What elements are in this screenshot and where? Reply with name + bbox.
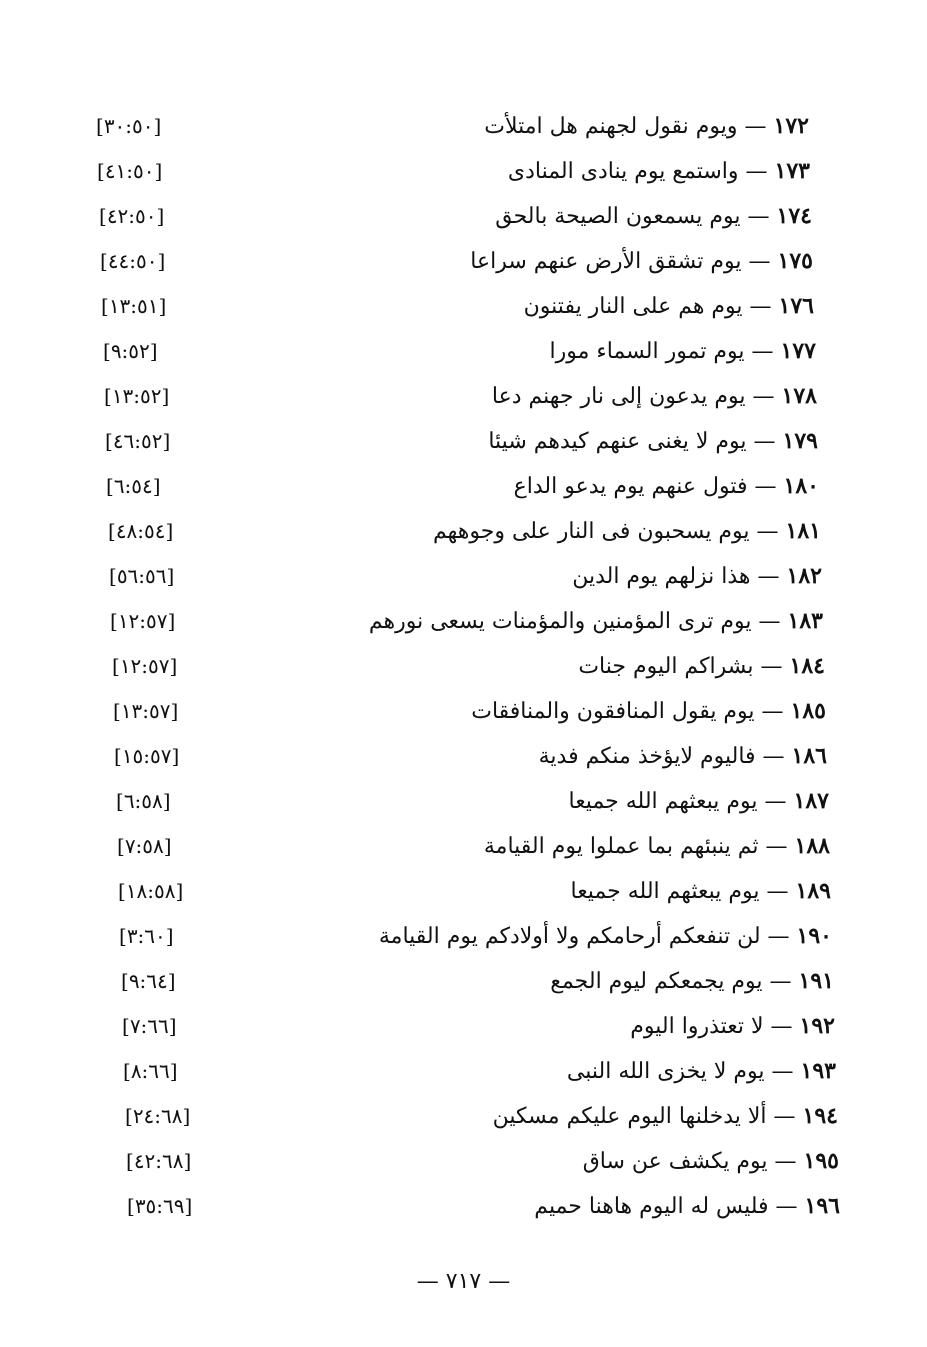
entry-dash: —: [767, 1149, 804, 1174]
entry-number: ١٩٤: [802, 1103, 838, 1129]
verse-text: [567, 1049, 836, 1094]
entry-dash: —: [737, 114, 774, 139]
verse-reference: [٣٠:٥٠]: [96, 114, 162, 138]
verse-reference: [٩:٦٤]: [121, 969, 176, 993]
verse-reference: [٦:٥٤]: [106, 474, 161, 498]
verse-reference: [١٢:٥٧]: [112, 654, 178, 678]
verse-entry: [0, 1004, 927, 1048]
entry-number: ١٩٠: [796, 923, 832, 949]
verse-phrase: فاليوم لايؤخذ منكم فدية: [538, 744, 756, 769]
entry-dash: —: [740, 204, 777, 229]
verse-reference: [٨:٦٦]: [123, 1059, 178, 1083]
verse-phrase: يوم يكشف عن ساق: [582, 1149, 768, 1174]
verse-text: [493, 1094, 838, 1139]
entry-number: ١٨٦: [791, 743, 827, 769]
entry-dash: —: [758, 834, 795, 859]
entry-number: ١٧٤: [776, 203, 812, 229]
verse-text: [484, 824, 830, 869]
verse-entry: [0, 1049, 927, 1093]
verse-reference: [٤٦:٥٢]: [105, 429, 171, 453]
verse-phrase: يوم يقول المنافقون والمنافقات: [471, 699, 755, 724]
verse-text: [379, 914, 832, 959]
verse-text: [550, 959, 834, 1004]
verse-reference: [١٥:٥٧]: [114, 744, 180, 768]
entry-dash: —: [741, 249, 778, 274]
verse-entry: [0, 284, 927, 328]
verse-phrase: بشراكم اليوم جنات: [578, 654, 754, 679]
verse-text: [492, 374, 817, 419]
verse-entry: [0, 509, 927, 553]
entry-number: ١٨٣: [787, 608, 823, 634]
verse-phrase: ويوم نقول لجهنم هل امتلأت: [484, 114, 738, 139]
verse-entry: [0, 149, 927, 193]
verse-entry: [0, 644, 927, 688]
entry-dash: —: [751, 609, 788, 634]
verse-entry: [0, 824, 927, 868]
verse-reference: [٧:٥٨]: [117, 834, 172, 858]
entry-number: ١٩٢: [799, 1013, 835, 1039]
verse-reference: [٤٢:٦٨]: [126, 1149, 192, 1173]
verse-entry: [0, 599, 927, 643]
entry-dash: —: [755, 744, 792, 769]
verse-text: [524, 284, 814, 329]
verse-text: [534, 1184, 840, 1229]
verse-reference: [١٣:٥٧]: [113, 699, 179, 723]
entry-number: ١٧٨: [781, 383, 817, 409]
verse-entry: [0, 869, 927, 913]
verse-reference: [١٣:٥٢]: [104, 384, 170, 408]
verse-entry: [0, 329, 927, 373]
verse-entry: [0, 104, 927, 148]
entry-number: ١٩٦: [804, 1193, 840, 1219]
entry-number: ١٩١: [798, 968, 834, 994]
verse-reference: [٩:٥٢]: [103, 339, 158, 363]
verse-text: [630, 1004, 835, 1049]
entry-number: ١٧٢: [773, 113, 809, 139]
entry-dash: —: [742, 294, 779, 319]
verse-entry: [0, 1184, 927, 1228]
verse-phrase: لا تعتذروا اليوم: [630, 1014, 764, 1039]
entry-number: ١٨٧: [793, 788, 829, 814]
verse-text: [484, 104, 809, 149]
verse-phrase: يوم هم على النار يفتنون: [523, 294, 743, 319]
verse-text: [578, 644, 825, 689]
verse-phrase: يوم ترى المؤمنين والمؤمنات يسعى نورهم: [368, 609, 752, 634]
verse-entry: [0, 734, 927, 778]
verse-entry: [0, 554, 927, 598]
entry-dash: —: [754, 699, 791, 724]
entry-dash: —: [766, 1104, 803, 1129]
entry-dash: —: [757, 789, 794, 814]
entry-number: ١٨٢: [786, 563, 822, 589]
entry-number: ١٨٤: [789, 653, 825, 679]
verse-phrase: يوم لا يخزى الله النبى: [566, 1059, 765, 1084]
verse-text: [583, 1139, 839, 1184]
verse-entry: [0, 464, 927, 508]
verse-reference: [٤٤:٥٠]: [100, 249, 166, 273]
verse-entry: [0, 1094, 927, 1138]
entry-number: ١٧٧: [780, 338, 816, 364]
verse-text: [550, 329, 816, 374]
verse-entry: [0, 419, 927, 463]
verse-phrase: ألا يدخلنها اليوم عليكم مسكين: [492, 1104, 767, 1129]
verse-entry: [0, 239, 927, 283]
entry-dash: —: [759, 879, 796, 904]
entry-dash: —: [738, 159, 775, 184]
verse-phrase: يوم لا يغنى عنهم كيدهم شيئا: [488, 429, 747, 454]
verse-reference: [١٨:٥٨]: [118, 879, 184, 903]
verse-text: [433, 509, 821, 554]
verse-reference: [٣:٦٠]: [119, 924, 174, 948]
verse-entry: [0, 959, 927, 1003]
verse-phrase: يوم تشقق الأرض عنهم سراعا: [470, 249, 742, 274]
verse-text: [572, 554, 822, 599]
page-number: — ٧١٧ —: [416, 1269, 511, 1294]
verse-text: [508, 149, 810, 194]
entry-number: ١٧٦: [778, 293, 814, 319]
entry-number: ١٩٥: [803, 1148, 839, 1174]
entry-dash: —: [762, 969, 799, 994]
verse-text: [568, 779, 829, 824]
entry-dash: —: [749, 519, 786, 544]
verse-phrase: يوم يسمعون الصيحة بالحق: [495, 204, 741, 229]
verse-text: [488, 419, 818, 464]
verse-text: [495, 194, 812, 239]
verse-reference: [٤٨:٥٤]: [108, 519, 174, 543]
entry-dash: —: [744, 339, 781, 364]
entry-dash: —: [745, 384, 782, 409]
verse-phrase: يوم يدعون إلى نار جهنم دعا: [491, 384, 746, 409]
verse-entry: [0, 914, 927, 958]
entry-number: ١٨٨: [794, 833, 830, 859]
verse-phrase: يوم يبعثهم الله جميعا: [570, 879, 760, 904]
verse-reference: [٢٤:٦٨]: [125, 1104, 191, 1128]
entry-number: ١٨١: [785, 518, 821, 544]
verse-entry: [0, 779, 927, 823]
verse-reference: [٧:٦٦]: [122, 1014, 177, 1038]
entry-dash: —: [747, 474, 784, 499]
entry-dash: —: [753, 654, 790, 679]
verse-phrase: واستمع يوم ينادى المنادى: [507, 159, 739, 184]
entry-number: ١٨٥: [790, 698, 826, 724]
verse-entry: [0, 1139, 927, 1183]
verse-text: [470, 239, 813, 284]
entry-dash: —: [768, 1194, 805, 1219]
entry-dash: —: [760, 924, 797, 949]
verse-reference: [٥٦:٥٦]: [109, 564, 175, 588]
verse-text: [514, 464, 819, 509]
verse-phrase: فليس له اليوم هاهنا حميم: [534, 1194, 769, 1219]
entry-number: ١٧٣: [774, 158, 810, 184]
verse-phrase: فتول عنهم يوم يدعو الداع: [513, 474, 748, 499]
verse-text: [471, 689, 826, 734]
verse-reference: [١٢:٥٧]: [110, 609, 176, 633]
verse-phrase: ثم ينبئهم بما عملوا يوم القيامة: [483, 834, 759, 859]
verse-reference: [٤١:٥٠]: [97, 159, 163, 183]
verse-reference: [٣٥:٦٩]: [127, 1194, 193, 1218]
verse-phrase: يوم يبعثهم الله جميعا: [568, 789, 758, 814]
verse-text: [570, 869, 831, 914]
entry-number: ١٩٣: [800, 1058, 836, 1084]
verse-entry: [0, 374, 927, 418]
verse-phrase: لن تنفعكم أرحامكم ولا أولادكم يوم القيامة: [378, 924, 761, 949]
entry-number: ١٧٩: [782, 428, 818, 454]
entry-dash: —: [750, 564, 787, 589]
entry-dash: —: [764, 1059, 801, 1084]
verse-text: [369, 599, 823, 644]
entry-number: ١٨٠: [783, 473, 819, 499]
entry-dash: —: [763, 1014, 800, 1039]
verse-reference: [١٣:٥١]: [101, 294, 167, 318]
entry-number: ١٨٩: [795, 878, 831, 904]
verse-reference: [٦:٥٨]: [116, 789, 171, 813]
entry-dash: —: [746, 429, 783, 454]
verse-phrase: هذا نزلهم يوم الدين: [572, 564, 751, 589]
verse-phrase: يوم يجمعكم ليوم الجمع: [550, 969, 763, 994]
entry-number: ١٧٥: [777, 248, 813, 274]
verse-reference: [٤٢:٥٠]: [99, 204, 165, 228]
verse-text: [539, 734, 827, 779]
verse-entry: [0, 194, 927, 238]
verse-phrase: يوم يسحبون فى النار على وجوههم: [433, 519, 750, 544]
verse-phrase: يوم تمور السماء مورا: [549, 339, 745, 364]
verse-entry: [0, 689, 927, 733]
